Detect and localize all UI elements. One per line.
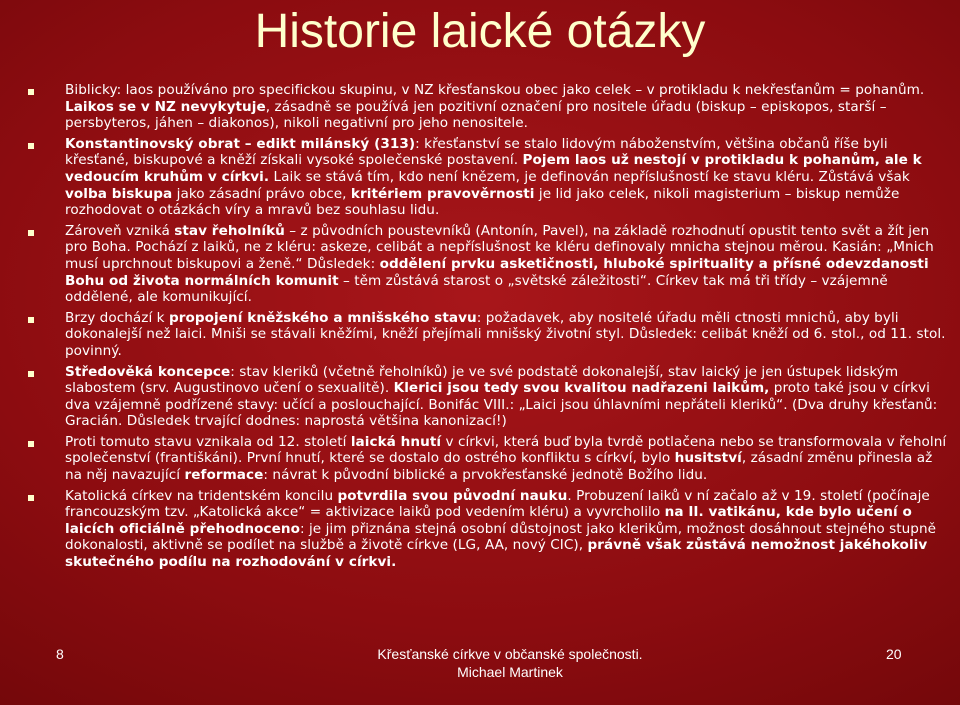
bold-text-run: stav řeholníků: [174, 222, 285, 239]
footer-text: [230, 645, 790, 681]
bold-text-run: potvrdila svou původní nauku: [337, 487, 568, 504]
bold-text-run: kritériem pravověrnosti: [350, 185, 535, 202]
bold-text-run: Konstantinovský obrat – edikt milánský (313): [65, 135, 416, 152]
slide-number-right: 20: [886, 646, 902, 662]
text-run: : stav kleriků (včetně řeholníků) je ve své podstatě dokonalejší, stav laický je jen ústupek lidským slabostem (srv. Augustinovo učení o sexualitě).: [65, 363, 899, 397]
square-bullet-icon: [28, 441, 34, 447]
bold-text-run: propojení kněžského a mnišského stavu: [168, 309, 477, 326]
text-run: Biblicky: laos používáno pro specifickou skupinu, v NZ křesťanskou obec jako celek – v protikladu k nekřesťanům = pohanům.: [65, 82, 925, 98]
text-run: proto také jsou v církvi dva vzájemně podřízené stavy: učící a poslouchající. Bonifác VIII.: „Laici jsou úhlavními nepřáteli kleriků“. (Dva druhy křesťanů: Gracián. Důsledek trvající dodnes: naprostá většina kanonizací!): [65, 380, 938, 430]
bold-text-run: Středověká koncepce: [65, 363, 231, 380]
bold-text-run: Klerici jsou tedy svou kvalitou nadřazeni laikům,: [393, 380, 770, 397]
bold-text-run: právně však zůstává nemožnost jakéhokoliv skutečného podílu na rozhodování v církvi.: [65, 537, 928, 571]
text-run: Laik se stává tím, kdo není knězem, je definován nepříslušností ke stavu kléru. Zůstává však: [269, 168, 910, 185]
footer-course-title: Křesťanské církve v občanské společnosti.: [377, 646, 643, 662]
bullet-item-1: [28, 82, 950, 132]
bullet-item-6: [28, 434, 950, 484]
bold-text-run: husitství: [674, 450, 742, 467]
square-bullet-icon: [28, 495, 34, 501]
square-bullet-icon: [28, 317, 34, 323]
text-run: : návrat k původní biblické a prvokřesťanské jednotě Božího lidu.: [263, 467, 708, 484]
text-run: , zásadní změnu přinesla až na něj navazující: [65, 450, 933, 484]
text-run: Katolická církev na tridentském koncilu: [65, 487, 338, 504]
bullet-item-3: [28, 223, 950, 306]
square-bullet-icon: [28, 230, 34, 236]
text-run: jako zásadní právo obce,: [172, 185, 351, 202]
square-bullet-icon: [28, 371, 34, 377]
text-run: je lid jako celek, nikoli magisterium – biskup nemůže rozhodovat o otázkách víry a mravů bez souhlasu lidu.: [65, 185, 900, 219]
text-run: v církvi, která buď byla tvrdě potlačena nebo se transformovala v řeholní společenství (františkáni). První hnutí, které se dostalo do ostrého konfliktu s církví, bylo: [65, 433, 947, 467]
text-run: Zároveň vzniká: [65, 222, 175, 239]
bullet-item-4: [28, 310, 950, 360]
bullet-item-5: [28, 364, 950, 430]
text-run: : požadavek, aby nositelé úřadu měli ctnosti mnichů, aby byli dokonalejší než laici. Mniši se stávali kněžími, kněží přejímali mnišský životní styl. Důsledek: celibát kněží od 6. stol., od 11. stol. povinný.: [65, 309, 946, 359]
text-run: . Probuzení laiků v ní začalo až v 19. století (počínaje francouzským tzv. „Katolická akce“ = aktivizace laiků pod vedením kléru) a vyvrcholilo: [65, 487, 930, 521]
bold-text-run: laická hnutí: [350, 433, 442, 450]
bullet-item-7: [28, 488, 950, 571]
text-run: , zásadně se používá jen pozitivní označení pro nositele úřadu (biskup – episkopos, starší – persbyteros, jáhen – diakonos), nikoli negativní pro jeho nenositele.: [65, 98, 887, 132]
footer-author: Michael Martinek: [457, 664, 563, 680]
square-bullet-icon: [28, 89, 34, 95]
bold-text-run: oddělení prvku asketičnosti, hluboké spirituality a přísné odevzdanosti Bohu od života normálních komunit: [65, 255, 929, 289]
bullet-item-2: [28, 136, 950, 219]
text-run: Proti tomuto stavu vznikala od 12. století: [65, 433, 351, 450]
bold-text-run: Laikos se v NZ nevykytuje: [65, 98, 266, 115]
text-run: : křesťanství se stalo lidovým náboženstvím, většina občanů říše byli křesťané, biskupové a kněží získali vysoké společenské postavení.: [65, 135, 888, 169]
slide-title: Historie laické otázky: [254, 5, 706, 58]
text-run: Brzy dochází k: [65, 309, 169, 326]
square-bullet-icon: [28, 143, 34, 149]
text-run: – z původních poustevníků (Antonín, Pavel), na základě rozhodnutí opustit tento svět a žít jen pro Boha. Pochází z laiků, ne z kléru: askeze, celibát a nepříslušnost ke kléru definovaly mnicha stejnou měrou. Kasián: „Mnich musí uprchnout biskupovi a ženě.“ Důsledek:: [65, 222, 934, 272]
text-run: : je jim přiznána stejná osobní důstojnost jako klerikům, možnost dosáhnout stejného stupně dokonalosti, aktivně se podílet na službě a životě církve (LG, AA, nový CIC),: [65, 520, 937, 554]
text-run: – těm zůstává starost o „světské záležitosti“. Církev tak má tři třídy – vzájemně oddělené, ale komunikující.: [65, 272, 888, 306]
slide-number-left: 8: [56, 646, 64, 662]
bold-text-run: volba biskupa: [65, 185, 173, 202]
bold-text-run: na II. vatikánu, kde bylo učení o laicích oficiálně přehodnoceno: [65, 504, 912, 537]
bold-text-run: Pojem laos už nestojí v protikladu k pohanům, ale k vedoucím kruhům v církvi.: [65, 152, 922, 185]
slide-body: [28, 82, 950, 575]
bold-text-run: reformace: [184, 467, 264, 484]
